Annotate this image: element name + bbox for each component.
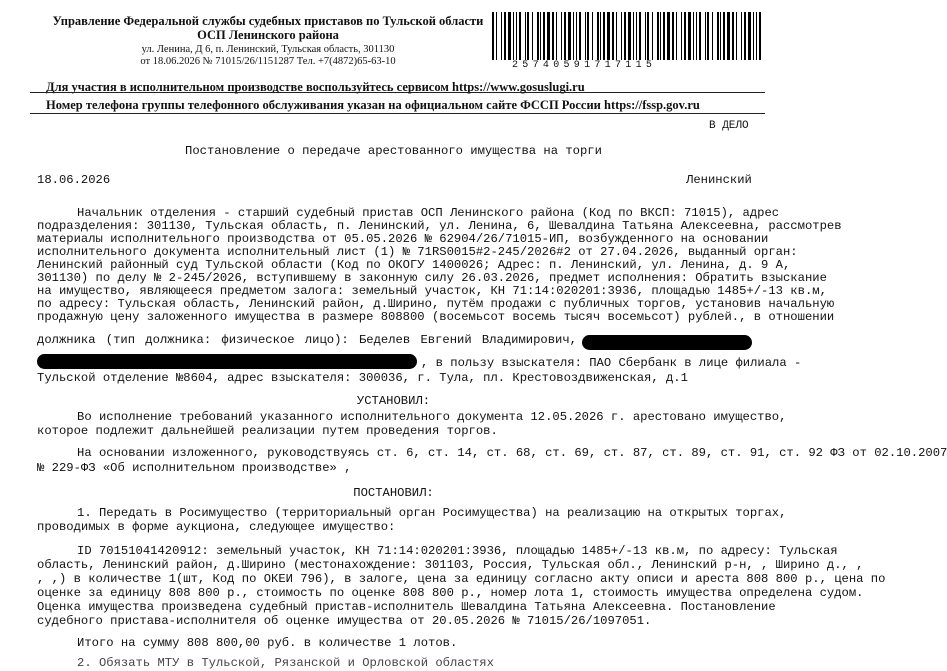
barcode-bar <box>652 12 653 60</box>
barcode-bar <box>684 12 686 60</box>
section-heading-postanovil: ПОСТАНОВИЛ: <box>353 486 434 500</box>
stamp-text: В ДЕЛО <box>709 120 749 132</box>
barcode-bar <box>717 12 719 60</box>
barcode-bar <box>645 12 646 60</box>
barcode-bar <box>568 12 571 60</box>
paragraph-line: Во исполнение требований указанного исполнительного документа 12.05.2026 г. арестовано имущество, <box>77 410 787 424</box>
paragraph-line: на имущество, являющееся предметом залога: земельный участок, КН 71:14:020201:3936, площадью 1485+/-13 кв.м, <box>37 284 827 298</box>
paragraph-line: , ,) в количестве 1(шт, Код по ОКЕИ 796), в залоге, цена за единицу согласно акту описи и ареста 808 800 р., цена по <box>37 572 886 586</box>
paragraph-line: проводимых в форме аукциона, следующее имущество: <box>37 520 396 534</box>
document-title: Постановление о передаче арестованного имущества на торги <box>185 144 602 158</box>
paragraph-line: материалы исполнительного производства от 05.05.2026 № 62904/26/71015-ИП, возбужденного на основании <box>37 232 769 246</box>
barcode-bar <box>707 12 709 60</box>
barcode-number: 25740591717115 <box>512 60 657 71</box>
barcode-bar <box>736 12 737 60</box>
paragraph-line: Оценка имущества произведена судебный пристав-исполнитель Шевалдина Татьяна Алексеевна. Постановление <box>37 600 776 614</box>
org-name: Управление Федеральной службы судебных приставов по Тульской области <box>52 14 484 28</box>
barcode-bar <box>607 12 610 60</box>
barcode-bar <box>519 12 521 60</box>
barcode-bar <box>741 12 742 60</box>
barcode-bar <box>508 12 511 60</box>
barcode-bar <box>663 12 665 60</box>
barcode-bar <box>759 12 761 60</box>
paragraph-line: 301130) по делу № 2-245/2026, вступившему в законную силу 26.03.2026, предмет исполнения: Обратить взыскание <box>37 271 827 285</box>
paragraph-line: , в пользу взыскателя: ПАО Сбербанк в лице филиала - <box>421 356 802 370</box>
paragraph-line: подразделения: 301130, Тульская область, п. Ленинский, ул. Ленина, 6, Шевалдина Татьяна Алексеевна, рассмотрев <box>37 219 842 233</box>
barcode-bar <box>696 12 697 60</box>
org-department: ОСП Ленинского района <box>197 28 339 42</box>
barcode-bar <box>501 12 502 60</box>
org-address: ул. Ленина, Д 6, п. Ленинский, Тульская область, 301130 <box>141 44 395 55</box>
document-reference: от 18.06.2026 № 71015/26/1151287 Тел. +7(4872)65-63-10 <box>140 56 396 67</box>
divider <box>30 113 765 114</box>
header-details <box>48 44 488 68</box>
barcode-bar <box>525 12 526 60</box>
paragraph-line: Ленинский районный суд Тульской области (Код по ОКОГУ 1400026; Адрес: п. Ленинский, ул. Ленина, д. 9 А, <box>37 258 791 272</box>
paragraph-line: На основании изложенного, руководствуясь ст. 6, ст. 14, ст. 68, ст. 69, ст. 87, ст. 89, ст. 91, ст. 92 ФЗ от 02.10.2007 <box>77 446 947 460</box>
barcode-bar <box>756 12 757 60</box>
barcode-bar <box>587 12 589 60</box>
barcode-bar <box>633 12 634 60</box>
paragraph-line: ID 70151041420912: земельный участок, КН 71:14:020201:3936, площадью 1485+/-13 кв.м, по адресу: Тульская <box>77 544 838 558</box>
section-heading-ustanovil: УСТАНОВИЛ: <box>356 394 431 408</box>
barcode-bar <box>657 12 659 60</box>
barcode-bar <box>573 12 574 60</box>
barcode-bar <box>547 12 550 60</box>
barcode-bar <box>699 12 701 60</box>
barcode-bar <box>592 12 593 60</box>
barcode-bar <box>723 12 725 60</box>
barcode-bar <box>492 12 494 60</box>
barcode-bar <box>624 12 626 60</box>
barcode-bar <box>561 12 562 60</box>
barcode-bar <box>639 12 641 60</box>
divider <box>30 92 765 93</box>
paragraph-line: исполнительного документа исполнительный лист (1) № 71RS0015#2-245/2026#2 от 27.04.2026, выданный орган: <box>37 245 798 259</box>
barcode-bar <box>621 12 622 60</box>
paragraph-line: область, Ленинский район, д.Ширино (местонахождение: 301103, Россия, Тульская обл., Ленинский р-н, , Ширино д., , <box>37 558 864 572</box>
gosuslugi-notice: Для участия в исполнительном производстве воспользуйтесь сервисом https://www.gosuslugi.ru <box>46 80 585 94</box>
barcode-bar <box>748 12 751 60</box>
barcode-bar <box>527 12 529 60</box>
redaction-bar <box>582 335 752 350</box>
barcode-bar <box>753 12 754 60</box>
barcode-bar <box>603 12 605 60</box>
barcode-bar <box>576 12 577 60</box>
paragraph-line: которое подлежит дальнейшей реализации путем проведения торгов. <box>37 424 498 438</box>
barcode-bar <box>612 12 614 60</box>
barcode-bar <box>672 12 674 60</box>
document-place: Ленинский <box>686 173 752 187</box>
barcode-bar <box>564 12 566 60</box>
cut-off-line: 2. Обязать МТУ в Тульской, Рязанской и Орловской областях <box>77 656 494 670</box>
paragraph-line: по адресу: Тульская область, Ленинский район, д.Ширино, путём продажи с публичных торгов, установив начальную <box>37 297 835 311</box>
barcode-bar <box>693 12 694 60</box>
barcode-bar <box>552 12 554 60</box>
barcode-bar <box>676 12 677 60</box>
barcode-bar <box>636 12 637 60</box>
barcode-bar <box>600 12 601 60</box>
barcode-bar <box>660 12 661 60</box>
redaction-bar <box>37 354 417 369</box>
barcode-bar <box>647 12 649 60</box>
barcode-bar <box>516 12 517 60</box>
barcode-bar <box>720 12 721 60</box>
barcode-bar <box>616 12 617 60</box>
paragraph-line: оценке за единицу 808 800 р., стоимость по оценке 808 800 р., номер лота 1, стоимость имущества определена судом. <box>37 586 864 600</box>
barcode-bar <box>540 12 541 60</box>
paragraph-line: судебного пристава-исполнителя об оценке имущества от 20.05.2026 № 71015/26/1097051. <box>37 614 652 628</box>
barcode <box>492 12 764 60</box>
debtor-line: должника (тип должника: физическое лицо): Беделев Евгений Владимирович, <box>37 333 577 347</box>
paragraph-line: Тульской отделение №8604, адрес взыскателя: 300036, г. Тула, пл. Крестовоздвиженская, д.1 <box>37 371 688 385</box>
paragraph-line: № 229-ФЗ «Об исполнительном производстве» , <box>37 461 352 475</box>
barcode-bar <box>532 12 533 60</box>
barcode-bar <box>597 12 599 60</box>
barcode-bar <box>537 12 539 60</box>
paragraph-line: Начальник отделения - старший судебный пристав ОСП Ленинского района (Код по ВКСП: 71015), адрес <box>77 206 780 220</box>
barcode-bar <box>712 12 713 60</box>
barcode-bar <box>667 12 670 60</box>
paragraph-line: продажную цену заложенного имущества в размере 808800 (восемьсот восемь тысяч восемьсот) рублей., в отношении <box>37 310 835 324</box>
barcode-bar <box>513 12 514 60</box>
barcode-bar <box>579 12 581 60</box>
barcode-bar <box>681 12 682 60</box>
barcode-bar <box>688 12 691 60</box>
barcode-bar <box>543 12 545 60</box>
barcode-bar <box>628 12 631 60</box>
barcode-bar <box>744 12 746 60</box>
barcode-bar <box>727 12 730 60</box>
paragraph-line: 1. Передать в Росимущество (территориальный орган Росимущества) на реализацию на открытых торгах, <box>77 506 787 520</box>
phone-notice: Номер телефона группы телефонного обслуживания указан на официальном сайте ФССП России https://fssp.gov.ru <box>46 98 700 112</box>
barcode-bar <box>732 12 734 60</box>
barcode-bar <box>496 12 497 60</box>
barcode-bar <box>585 12 586 60</box>
total-line: Итого на сумму 808 800,00 руб. в количестве 1 лотов. <box>77 636 458 650</box>
barcode-bar <box>556 12 557 60</box>
header-organization <box>48 14 488 42</box>
barcode-bar <box>504 12 506 60</box>
barcode-bar <box>705 12 706 60</box>
document-date: 18.06.2026 <box>37 173 111 187</box>
